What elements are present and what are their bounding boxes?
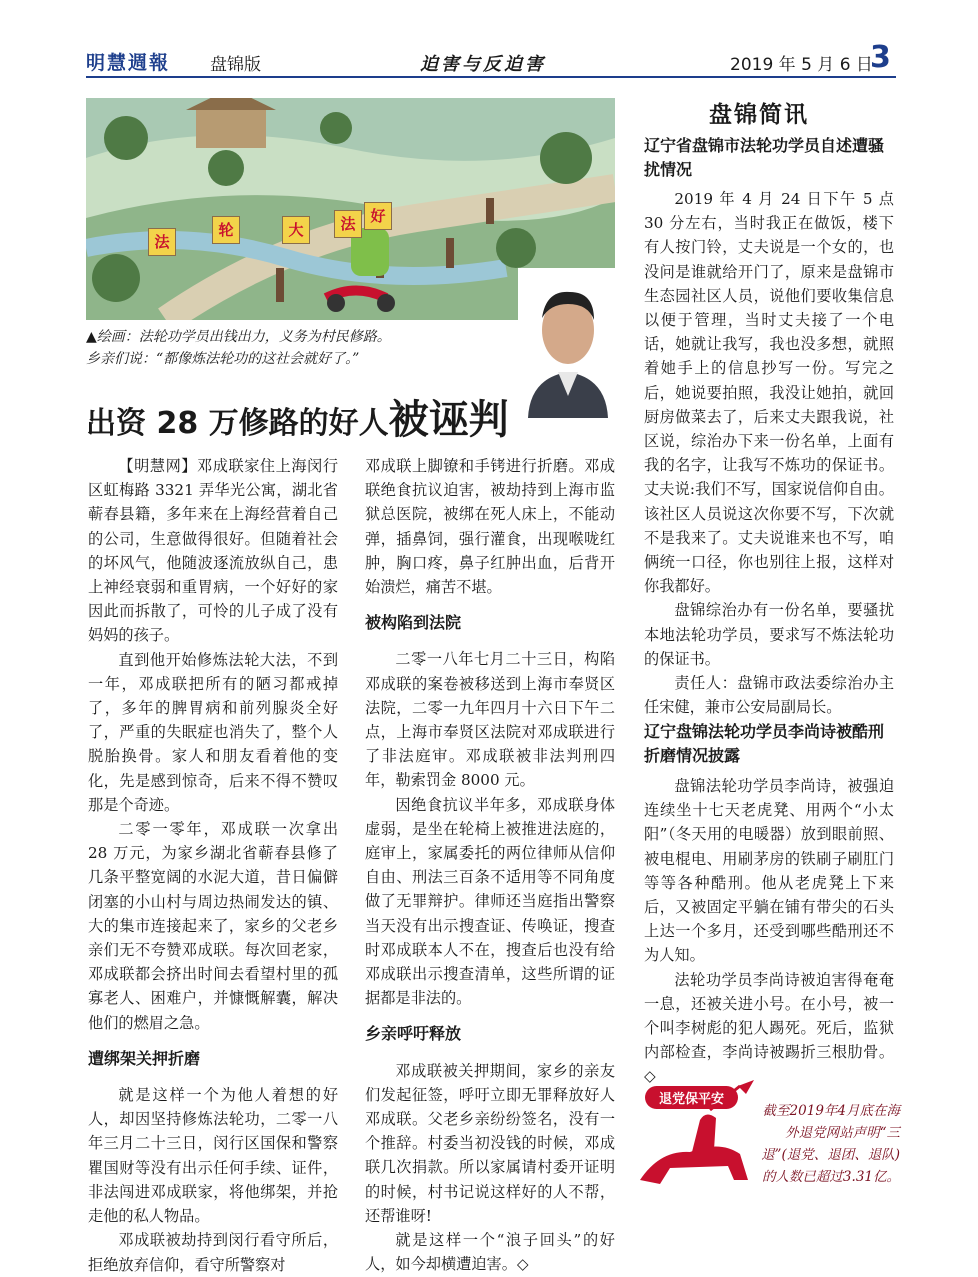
subheading-appeal: 乡亲呼吁释放 — [365, 1024, 462, 1044]
article-column-2 — [365, 454, 615, 1277]
masthead: 明慧週報 — [86, 52, 171, 74]
brief-2-title: 辽宁盘锦法轮功学员李尚诗被酷刑折磨情况披露 — [644, 722, 885, 765]
article-column-1 — [88, 454, 338, 1277]
paragraph: 邓成联被劫持到闵行看守所后，拒绝放弃信仰，看守所警察对 — [88, 1231, 338, 1274]
main-headline — [86, 388, 509, 445]
paragraph: 2019 年 4 月 24 日下午 5 点 30 分左右，当时我正在做饭，楼下有人按门铃，丈夫说是一个女的，也没问是谁就给开门了，原来是盘锦市生态园社区人员，说他们要收集信息以便于管理，当时丈夫接了一个电话，她就让我写，我也没多想，就照着她手上的信息抄写一份。写完之后，她说要拍照，我没让她拍，就回厨房做菜去了，后来丈夫跟我说，社区说，综治办下来一份名单，上面有我的名字，让我写不炼功的保证书。丈夫说:我们不写，国家说信仰自由。该社区人员说这次你要不写，下次就不是我来了。丈夫说谁来也不写，咱俩统一口径，你也别往上报，这样对你我都好。 — [644, 190, 894, 596]
sign-fa-1: 法 — [148, 228, 176, 256]
paragraph: 邓成联被关押期间，家乡的亲友们发起征签，呼吁立即无罪释放好人邓成联。父老乡亲纷纷签名，没有一个推辞。村委当初没钱的时候，邓成联几次捐款。所以家属请村委开证明的时候，村书记说这样好的人不帮，还帮谁呀! — [365, 1061, 615, 1225]
section-title: 迫害与反迫害 — [420, 54, 546, 75]
paragraph: 二零一零年，邓成联一次拿出 28 万元，为家乡湖北省蕲春县修了几条平整宽阔的水泥大道，昔日偏僻闭塞的小山村与周边热闹发达的镇、大的集市连接起来了，家乡的父老乡亲们无不夸赞邓成联。每次回老家，邓成联都会挤出时间去看望村里的孤寡老人、困难户，并慷慨解囊，解决他们的燃眉之急。 — [88, 820, 338, 1032]
sign-hao: 好 — [364, 202, 392, 230]
caption-line-1: ▲绘画：法轮功学员出钱出力，义务为村民修路。 — [86, 329, 391, 345]
illustration-caption — [86, 326, 516, 370]
paragraph: 责任人：盘锦市政法委综治办主任宋健，兼市公安局副局长。 — [644, 674, 894, 717]
paragraph: 盘锦法轮功学员李尚诗，被强迫连续坐十七天老虎凳、用两个“小太阳”（冬天用的电暖器）放到眼前照、被电棍电、用刷茅房的铁刷子刷肛门等等各种酷刑。他从老虎凳上下来后，又被固定平躺在铺有带尖的石头上达一个多月，还受到哪些酷刑还不为人知。 — [644, 777, 894, 965]
tuidang-notice: 截至2019年4月底在海外退党网站声明“三退”(退党、退团、退队)的人数已超过3.31亿。 — [761, 1103, 900, 1185]
brief-1-title: 辽宁省盘锦市法轮功学员自述遭骚扰情况 — [644, 136, 885, 179]
paragraph: 就是这样一个为他人着想的好人，却因坚持修炼法轮功，二零一八年三月二十三日，闵行区国保和警察瞿国财等没有出示任何手续、证件，非法闯进邓成联家，将他绑架，并抢走他的私人物品。 — [88, 1086, 338, 1226]
paragraph: 邓成联上脚镣和手铐进行折磨。邓成联绝食抗议迫害，被劫持到上海市监狱总医院，被绑在死人床上，不能动弹，插鼻饲，强行灌食，出现喉咙红肿，胸口疼，鼻子红肿出血，后背开始溃烂，痛苦不堪。 — [365, 457, 615, 597]
edition-label: 盘锦版 — [210, 55, 261, 75]
issue-date: 2019 年 5 月 6 日 — [730, 55, 873, 75]
paragraph: 盘锦综治办有一份名单，要骚扰本地法轮功学员，要求写不炼法轮功的保证书。 — [644, 601, 894, 668]
paragraph: 法轮功学员李尚诗被迫害得奄奄一息，还被关进小号。在小号，被一个叫李树彪的犯人踢死。死后，监狱内部检查，李尚诗被踢折三根肋骨。◇ — [644, 970, 894, 1086]
sign-lun: 轮 — [212, 216, 240, 244]
sign-fa-2: 法 — [334, 210, 362, 238]
tuidang-badge: 退党保平安 — [645, 1086, 738, 1109]
paragraph: 【明慧网】邓成联家住上海闵行区虹梅路 3321 弄华光公寓，湖北省蕲春县籍，多年来在上海经营着自己的公司，生意做得很好。但随着社会的坏风气，他随波逐流放纵自己，患上神经衰弱和重胃病，一个好好的家因此而拆散了，可怜的儿子成了没有妈妈的孩子。 — [88, 457, 338, 645]
paragraph: 就是这样一个“浪子回头”的好人，如今却横遭迫害。◇ — [365, 1231, 615, 1274]
paragraph: 二零一八年七月二十三日，构陷邓成联的案卷被移送到上海市奉贤区法院，二零一九年四月十六日下午二点，上海市奉贤区法院对邓成联进行了非法庭审。邓成联被非法判刑四年，勒索罚金 8000 元。 — [365, 650, 615, 790]
briefs-column-title: 盘锦简讯 — [709, 102, 809, 128]
headline-part-2: 被诬判 — [388, 397, 509, 443]
headline-part-1: 出资 28 万修路的好人 — [86, 406, 389, 441]
caption-line-2: 乡亲们说：“都像炼法轮功的这社会就好了。” — [86, 351, 360, 367]
portrait-photo — [518, 268, 618, 418]
subheading-abduction: 遭绑架关押折磨 — [88, 1048, 201, 1068]
header-rule — [86, 76, 896, 78]
page-number: 3 — [870, 40, 891, 75]
paragraph: 直到他开始修炼法轮大法，不到一年，邓成联把所有的陋习都戒掉了，多年的脾胃病和前列腺炎全好了，严重的失眠症也消失了，整个人脱胎换骨。家人和朋友看着他的变化，先是感到惊奇，后来不得不赞叹那是个奇迹。 — [88, 650, 338, 814]
subheading-court: 被构陷到法院 — [365, 613, 462, 633]
brief-1-body — [644, 187, 894, 719]
brief-2-body — [644, 774, 894, 1089]
sign-da: 大 — [282, 216, 310, 244]
paragraph: 因绝食抗议半年多，邓成联身体虚弱，是坐在轮椅上被推进法庭的，庭审上，家属委托的两位律师从信仰自由、刑法三百条不适用等不同角度做了无罪辩护。律师还当庭指出警察当天没有出示搜查证、传唤证，搜查时邓成联本人不在，搜查后也没有给邓成联出示搜查清单，这些所谓的证据都是非法的。 — [365, 795, 615, 1008]
